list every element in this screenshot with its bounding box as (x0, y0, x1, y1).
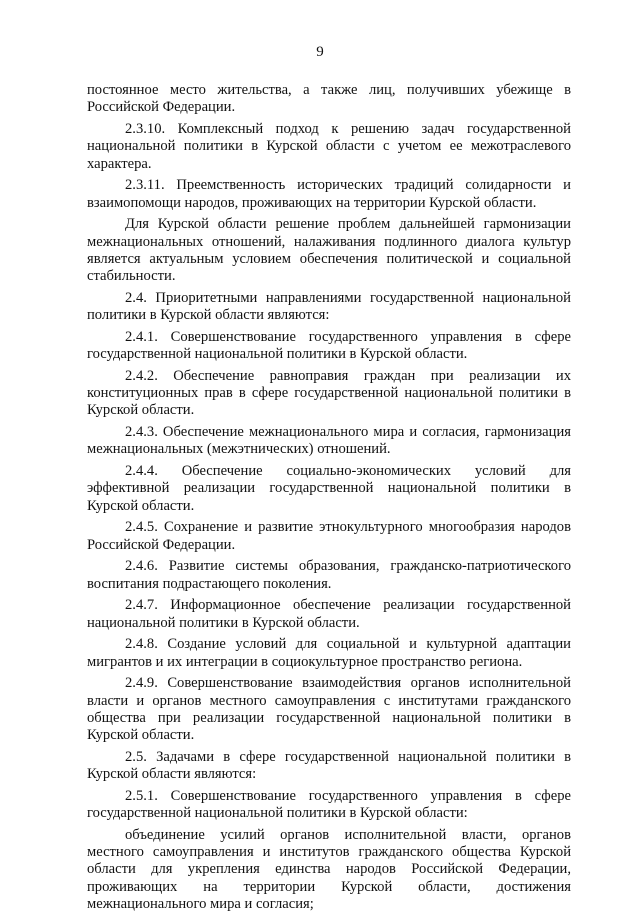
paragraph-2-4-2: 2.4.2. Обеспечение равноправия граждан при реализации их конституционных прав в сфере государственной национальной политики в Курской области. (87, 367, 571, 419)
paragraph-2-4-4: 2.4.4. Обеспечение социально-экономических условий для эффективной реализации государственной национальной политики в Курской области. (87, 463, 571, 514)
paragraph-2-4-6: 2.4.6. Развитие системы образования, гражданско-патриотического воспитания подрастающего поколения. (87, 558, 571, 592)
paragraph-2-3-10: 2.3.10. Комплексный подход к решению задач государственной национальной политики в Курской области с учетом ее межотраслевого характера. (87, 120, 571, 172)
paragraph-2-4-7: 2.4.7. Информационное обеспечение реализации государственной национальной политики в Курской области. (87, 597, 571, 631)
paragraph-continuation: постоянное место жительства, а также лиц, получивших убежище в Российской Федерации. (87, 82, 571, 116)
paragraph-2-4-1: 2.4.1. Совершенствование государственного управления в сфере государственной национальной политики в Курской области. (87, 328, 571, 363)
paragraph-2-5: 2.5. Задачами в сфере государственной национальной политики в Курской области являются: (87, 748, 571, 783)
paragraph-2-4-5: 2.4.5. Сохранение и развитие этнокультурного многообразия народов Российской Федерации. (87, 519, 571, 553)
paragraph-2-4: 2.4. Приоритетными направлениями государственной национальной политики в Курской области являются: (87, 289, 571, 324)
page-number: 9 (316, 44, 324, 60)
paragraph-unification: объединение усилий органов исполнительной власти, органов местного самоуправления и институтов гражданского общества Курской области для укрепления единства народов Российской Федерации, проживающих на территории Курской области, достижения межнационального мира и согласия; (87, 826, 571, 913)
paragraph-2-5-1: 2.5.1. Совершенствование государственного управления в сфере государственной национальной политики в Курской области: (87, 787, 571, 822)
paragraph-harmonization: Для Курской области решение проблем дальнейшей гармонизации межнациональных отношений, налаживания подлинного диалога культур является актуальным условием обеспечения политической и социальной стабильности. (87, 216, 571, 285)
paragraph-2-4-8: 2.4.8. Создание условий для социальной и культурной адаптации мигрантов и их интеграции в социокультурное пространство региона. (87, 636, 571, 670)
paragraph-2-4-3: 2.4.3. Обеспечение межнационального мира и согласия, гармонизация межнациональных (межэтнических) отношений. (87, 424, 571, 458)
paragraph-2-4-9: 2.4.9. Совершенствование взаимодействия органов исполнительной власти и органов местного самоуправления с институтами гражданского общества при реализации государственной национальной политики в Курской области. (87, 675, 571, 744)
document-body (87, 82, 571, 913)
paragraph-2-3-11: 2.3.11. Преемственность исторических традиций солидарности и взаимопомощи народов, проживающих на территории Курской области. (87, 177, 571, 211)
